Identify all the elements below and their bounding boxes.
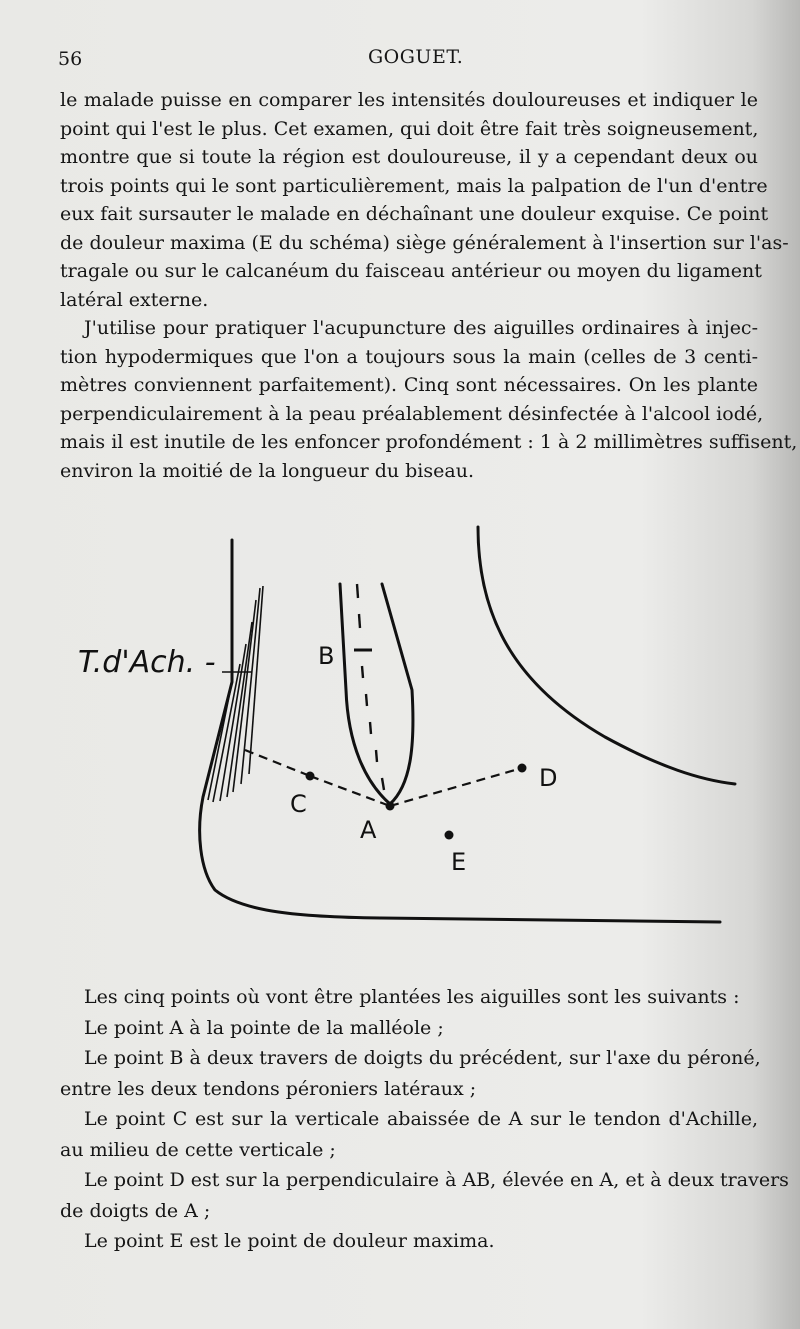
- text-line: Le point E est le point de douleur maxima.: [84, 1230, 495, 1252]
- text-line: J'utilise pour pratiquer l'acupuncture des aiguilles ordinaires à injec-: [84, 317, 758, 339]
- text-line: Le point C est sur la verticale abaissée de A sur le tendon d'Achille,: [84, 1108, 758, 1130]
- tendon-label: T.d'Ach. -: [78, 645, 216, 680]
- text-line: perpendiculairement à la peau préalablement désinfectée à l'alcool iodé,: [60, 402, 764, 425]
- malleolus-outline: [340, 584, 413, 804]
- text-line: de douleur maxima (E du schéma) siège généralement à l'insertion sur l'as-: [60, 231, 789, 254]
- page-header: [0, 44, 800, 74]
- text-line: trois points qui le sont particulièrement, mais la palpation de l'un d'entre: [60, 174, 768, 197]
- text-line: Le point A à la pointe de la malléole ;: [84, 1016, 444, 1039]
- page-number: 56: [58, 48, 83, 70]
- achilles-tendon-hatching: [208, 586, 263, 802]
- point-e-label: E: [451, 848, 467, 876]
- text-line: Le point B à deux travers de doigts du précédent, sur l'axe du péroné,: [84, 1047, 761, 1069]
- text-line: eux fait sursauter le malade en déchaînant une douleur exquise. Ce point: [60, 203, 769, 225]
- point-b-label: B: [318, 642, 335, 670]
- text-line: de doigts de A ;: [60, 1199, 211, 1222]
- ankle-diagram: [60, 522, 740, 932]
- point-c-label: C: [290, 790, 307, 818]
- text-line: mètres conviennent parfaitement). Cinq sont nécessaires. On les plante: [60, 374, 758, 396]
- point-e-dot: [445, 831, 454, 840]
- text-line: montre que si toute la région est douloureuse, il y a cependant deux ou: [60, 146, 758, 168]
- point-a-dot: [386, 802, 395, 811]
- text-line: point qui l'est le plus. Cet examen, qui doit être fait très soigneusement,: [60, 117, 759, 140]
- point-d-label: D: [539, 764, 558, 792]
- line-A-to-D: [390, 768, 522, 806]
- running-head: GOGUET.: [368, 46, 464, 68]
- text-line: Le point D est sur la perpendiculaire à AB, élevée en A, et à deux travers: [84, 1169, 789, 1191]
- text-line: le malade puisse en comparer les intensités douloureuses et indiquer le: [60, 89, 758, 111]
- text-line: Les cinq points où vont être plantées les aiguilles sont les suivants :: [84, 986, 740, 1008]
- foot-dorsum-outline: [478, 527, 735, 784]
- point-d-dot: [518, 764, 527, 773]
- text-line: tion hypodermiques que l'on a toujours sous la main (celles de 3 centi-: [60, 345, 758, 368]
- text-line: mais il est inutile de les enfoncer profondément : 1 à 2 millimètres suffisent,: [60, 431, 798, 453]
- line-tendon-to-C: [245, 750, 310, 776]
- text-line: latéral externe.: [60, 288, 209, 311]
- ankle-diagram-svg: [60, 522, 740, 932]
- text-line: tragale ou sur le calcanéum du faisceau antérieur ou moyen du ligament: [60, 260, 762, 282]
- body-text-top: [60, 86, 798, 485]
- text-line: au milieu de cette verticale ;: [60, 1138, 336, 1161]
- body-text-bottom: [60, 982, 789, 1257]
- point-a-label: A: [360, 816, 377, 844]
- point-c-dot: [306, 772, 315, 781]
- text-line: environ la moitié de la longueur du biseau.: [60, 459, 474, 482]
- text-line: entre les deux tendons péroniers latéraux ;: [60, 1077, 477, 1100]
